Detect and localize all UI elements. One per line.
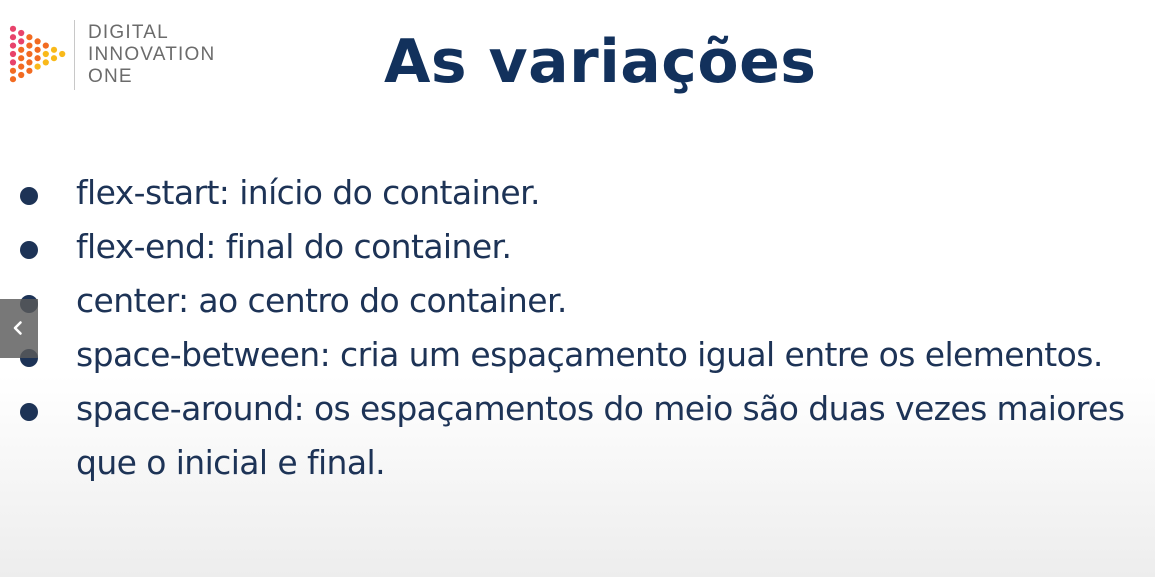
chevron-left-icon [10, 320, 26, 336]
logo-dot [18, 64, 24, 70]
logo-dot [10, 68, 16, 74]
logo-dot [18, 55, 24, 61]
logo-dot [43, 43, 49, 49]
bullet-dot-icon [20, 403, 38, 421]
logo-dot [10, 43, 16, 49]
bullet-text: flex-start: início do container. [76, 173, 540, 212]
logo-dot [51, 55, 57, 61]
logo-divider [74, 20, 75, 90]
bullet-item-flex-end [0, 220, 1140, 274]
logo-dot [18, 38, 24, 44]
logo-dot [18, 47, 24, 53]
bullet-list [0, 166, 1140, 490]
logo-dot [51, 47, 57, 53]
bullet-item-flex-start [0, 166, 1140, 220]
logo-line-2: INNOVATION [88, 44, 216, 65]
logo-dot [35, 64, 41, 70]
logo-dot [35, 47, 41, 53]
logo-dot [10, 76, 16, 82]
logo-dot [10, 59, 16, 65]
logo-dot [43, 51, 49, 57]
bullet-text: space-between: cria um espaçamento igual entre os elementos. [76, 335, 1103, 374]
bullet-text: flex-end: final do container. [76, 227, 512, 266]
bullet-dot-icon [20, 241, 38, 259]
bullet-text: center: ao centro do container. [76, 281, 567, 320]
bullet-dot-icon [20, 187, 38, 205]
logo-line-1: DIGITAL [88, 22, 169, 43]
logo-dot [26, 51, 32, 57]
logo-dot [10, 34, 16, 40]
logo-dot [35, 38, 41, 44]
logo-dot [59, 51, 65, 57]
logo-dot [43, 59, 49, 65]
logo-dot [18, 72, 24, 78]
dio-logo [8, 20, 238, 95]
logo-wordmark [88, 22, 215, 88]
previous-slide-button[interactable] [0, 299, 38, 358]
logo-dot [26, 34, 32, 40]
bullet-text: space-around: os espaçamentos do meio são duas vezes maiores que o inicial e final. [76, 389, 1125, 482]
logo-dot [26, 43, 32, 49]
bullet-item-space-around [0, 382, 1140, 490]
bullet-item-center [0, 274, 1140, 328]
bullet-item-space-between [0, 328, 1140, 382]
logo-dot [10, 51, 16, 57]
logo-dot [26, 59, 32, 65]
logo-dot [10, 26, 16, 32]
slide-title: As variações [384, 27, 817, 97]
logo-line-3: ONE [88, 66, 133, 87]
logo-dot [18, 30, 24, 36]
logo-dot [26, 68, 32, 74]
logo-dot [35, 55, 41, 61]
dio-dots-logo-icon [8, 22, 70, 86]
